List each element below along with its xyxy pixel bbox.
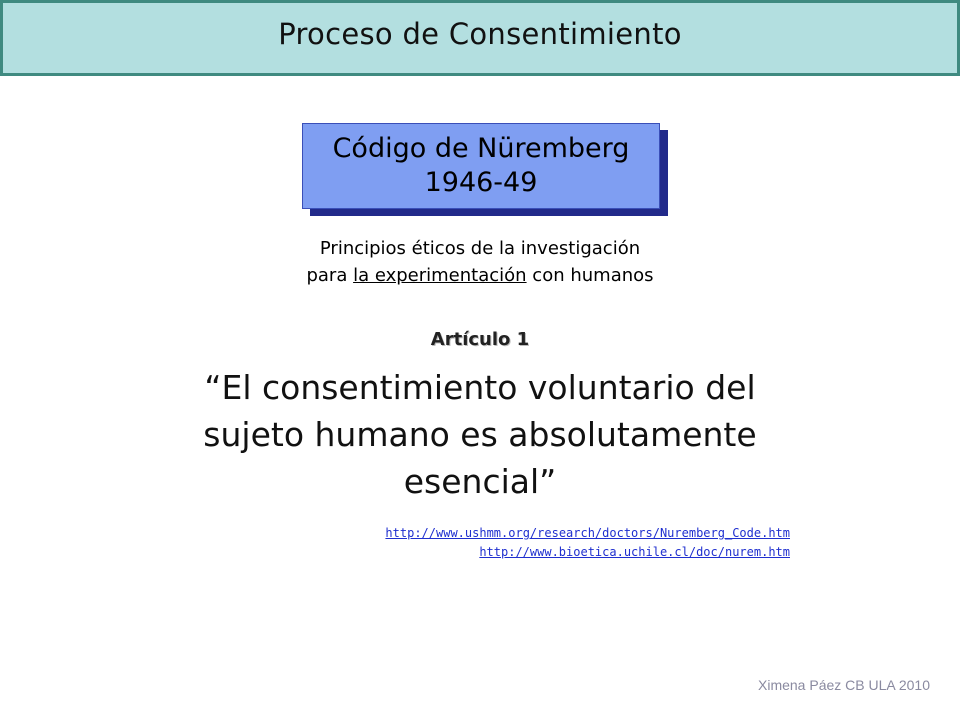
code-box: [302, 123, 660, 209]
link-ushmm[interactable]: http://www.ushmm.org/research/doctors/Nuremberg_Code.htm: [385, 526, 790, 540]
principles-text: [200, 235, 760, 289]
principles-suffix: con humanos: [526, 265, 654, 286]
principles-underlined: la experimentación: [353, 265, 527, 286]
code-box-title: Código de Nüremberg: [332, 133, 630, 164]
slide-title: Proceso de Consentimiento: [278, 17, 682, 51]
reference-links: [280, 524, 790, 562]
title-bar: [0, 0, 960, 76]
principles-prefix: para: [306, 265, 354, 286]
article-quote: “El consentimiento voluntario del sujeto humano es absolutamente esencial”: [203, 368, 757, 501]
principles-line-1: Principios éticos de la investigación: [319, 238, 641, 259]
principles-line-2: [200, 262, 760, 289]
code-box-years: 1946-49: [424, 167, 538, 198]
article-heading: Artículo 1: [430, 329, 530, 350]
footer-credit: Ximena Páez CB ULA 2010: [758, 677, 930, 693]
link-bioetica[interactable]: http://www.bioetica.uchile.cl/doc/nurem.htm: [479, 545, 790, 559]
